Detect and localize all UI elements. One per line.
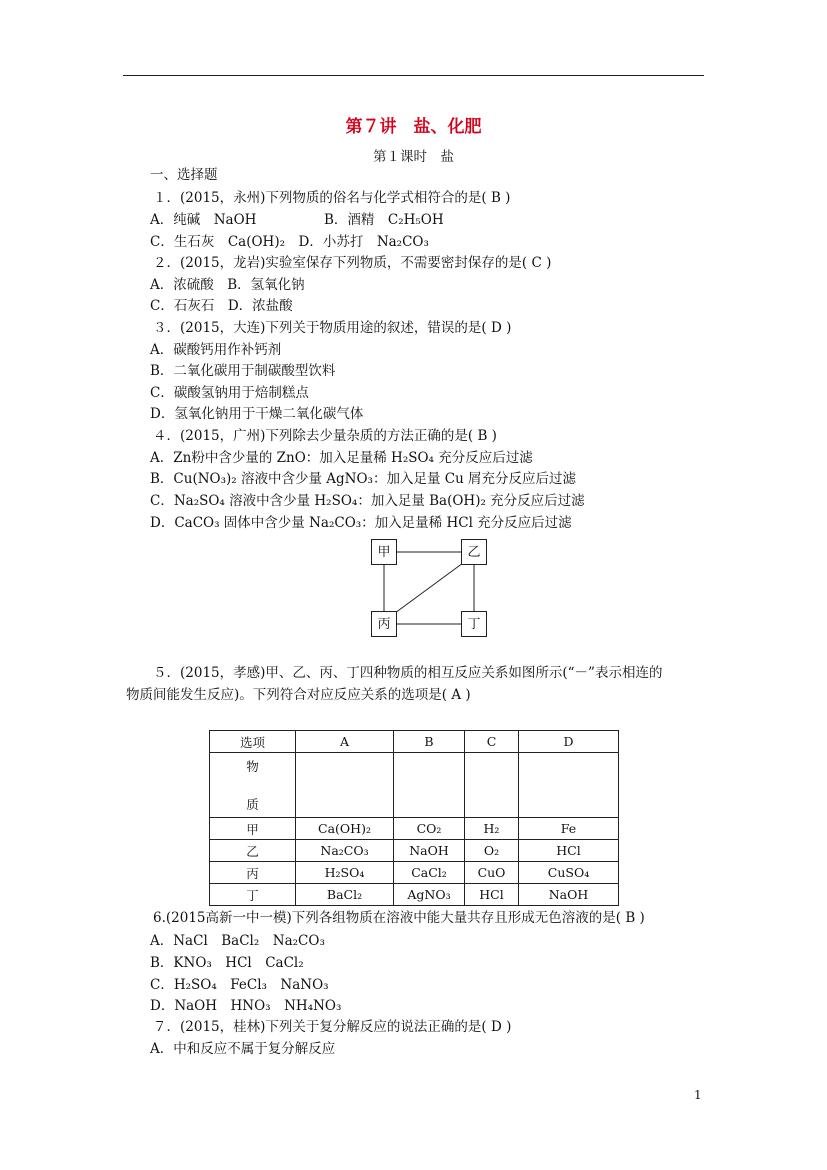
table-cell [394, 753, 465, 818]
table-cell: Ca(OH)₂ [296, 818, 394, 840]
question-6-option-a: A．NaCl BaCl₂ Na₂CO₃ [150, 933, 325, 949]
question-3-option-d: D．氢氧化钠用于干燥二氧化碳气体 [150, 406, 364, 422]
question-1-option-ab: A．纯碱 NaOH B．酒精 C₂H₅OH [150, 212, 444, 228]
table-cell: Fe [519, 818, 619, 840]
question-6: 6.(2015高新一中一模)下列各组物质在溶液中能大量共存且形成无色溶液的是( B ) [153, 910, 645, 926]
header-rule [123, 75, 704, 76]
question-7-option-a: A．中和反应不属于复分解反应 [150, 1041, 336, 1057]
question-2: ２．(2015，龙岩)实验室保存下列物质，不需要密封保存的是( C ) [153, 255, 552, 271]
lesson-subtitle: 第１课时 盐 [373, 149, 454, 165]
table-cell: CuO [465, 862, 519, 884]
question-3-option-b: B．二氧化碳用于制碳酸型饮料 [150, 363, 336, 379]
question-6-option-d: D．NaOH HNO₃ NH₄NO₃ [150, 998, 342, 1014]
question-1-option-cd: C．生石灰 Ca(OH)₂ D．小苏打 Na₂CO₃ [150, 234, 429, 250]
question-3: ３．(2015，大连)下列关于物质用途的叙述，错误的是( D ) [153, 320, 512, 336]
page-number: 1 [694, 1088, 702, 1102]
question-4-option-a: A．Zn粉中含少量的 ZnO：加入足量稀 H₂SO₄ 充分反应后过滤 [150, 450, 533, 466]
question-4-option-c: C．Na₂SO₄ 溶液中含少量 H₂SO₄：加入足量 Ba(OH)₂ 充分反应后过滤 [150, 493, 585, 509]
question-7: ７．(2015，桂林)下列关于复分解反应的说法正确的是( D ) [153, 1019, 512, 1035]
question-5: ５．(2015，孝感)甲、乙、丙、丁四种物质的相互反应关系如图所示(“－”表示相连的 [153, 665, 663, 681]
table-cell: CuSO₄ [519, 862, 619, 884]
table-cell: NaOH [519, 884, 619, 906]
node-bing: 丙 [371, 611, 397, 637]
table-cell: H₂ [465, 818, 519, 840]
table-header-cell: D [519, 731, 619, 753]
table-substance-row [210, 753, 619, 818]
table-cell: Na₂CO₃ [296, 840, 394, 862]
substance-label-bottom: 质 [246, 797, 259, 812]
question-1: １．(2015，永州)下列物质的俗名与化学式相符合的是( B ) [153, 190, 511, 206]
table-cell: AgNO₃ [394, 884, 465, 906]
question-4-option-b: B．Cu(NO₃)₂ 溶液中含少量 AgNO₃：加入足量 Cu 屑充分反应后过滤 [150, 471, 577, 487]
table-header-cell: C [465, 731, 519, 753]
table-cell [519, 753, 619, 818]
question-6-option-c: C．H₂SO₄ FeCl₃ NaNO₃ [150, 977, 329, 993]
table-row [210, 840, 619, 862]
question-6-option-b: B．KNO₃ HCl CaCl₂ [150, 955, 304, 971]
table-row [210, 818, 619, 840]
table-cell: H₂SO₄ [296, 862, 394, 884]
lesson-title: 第７讲 盐、化肥 [345, 117, 482, 137]
table-cell: HCl [519, 840, 619, 862]
table-cell: 乙 [210, 840, 296, 862]
table-header-cell: A [296, 731, 394, 753]
edge-yi-bing [395, 563, 463, 613]
substance-label-cell [210, 753, 296, 818]
table-cell: 甲 [210, 818, 296, 840]
table-cell: 丙 [210, 862, 296, 884]
table-row [210, 884, 619, 906]
question-2-option-cd: C．石灰石 D．浓盐酸 [150, 298, 293, 314]
table-row [210, 862, 619, 884]
table-cell: CO₂ [394, 818, 465, 840]
table-cell: CaCl₂ [394, 862, 465, 884]
node-yi: 乙 [461, 539, 487, 565]
table-cell: NaOH [394, 840, 465, 862]
question-3-option-c: C．碳酸氢钠用于焙制糕点 [150, 385, 309, 401]
node-ding: 丁 [461, 611, 487, 637]
question-4-option-d: D．CaCO₃ 固体中含少量 Na₂CO₃：加入足量稀 HCl 充分反应后过滤 [150, 515, 572, 531]
table-header-row [210, 731, 619, 753]
question-4: ４．(2015，广州)下列除去少量杂质的方法正确的是( B ) [153, 428, 497, 444]
question-3-option-a: A．碳酸钙用作补钙剂 [150, 342, 282, 358]
substance-label-top: 物 [246, 759, 259, 774]
table-header-cell: B [394, 731, 465, 753]
options-table [209, 730, 619, 906]
table-cell: 丁 [210, 884, 296, 906]
question-2-option-ab: A．浓硫酸 B．氢氧化钠 [150, 277, 305, 293]
section-heading: 一、选择题 [150, 167, 218, 183]
table-cell [465, 753, 519, 818]
node-jia: 甲 [371, 539, 397, 565]
question-5-continued: 物质间能发生反应)。下列符合对应反应关系的选项是( A ) [126, 687, 471, 703]
reaction-diagram [370, 538, 490, 640]
table-cell [296, 753, 394, 818]
table-cell: HCl [465, 884, 519, 906]
table-cell: O₂ [465, 840, 519, 862]
table-cell: BaCl₂ [296, 884, 394, 906]
table-header-cell: 选项 [210, 731, 296, 753]
